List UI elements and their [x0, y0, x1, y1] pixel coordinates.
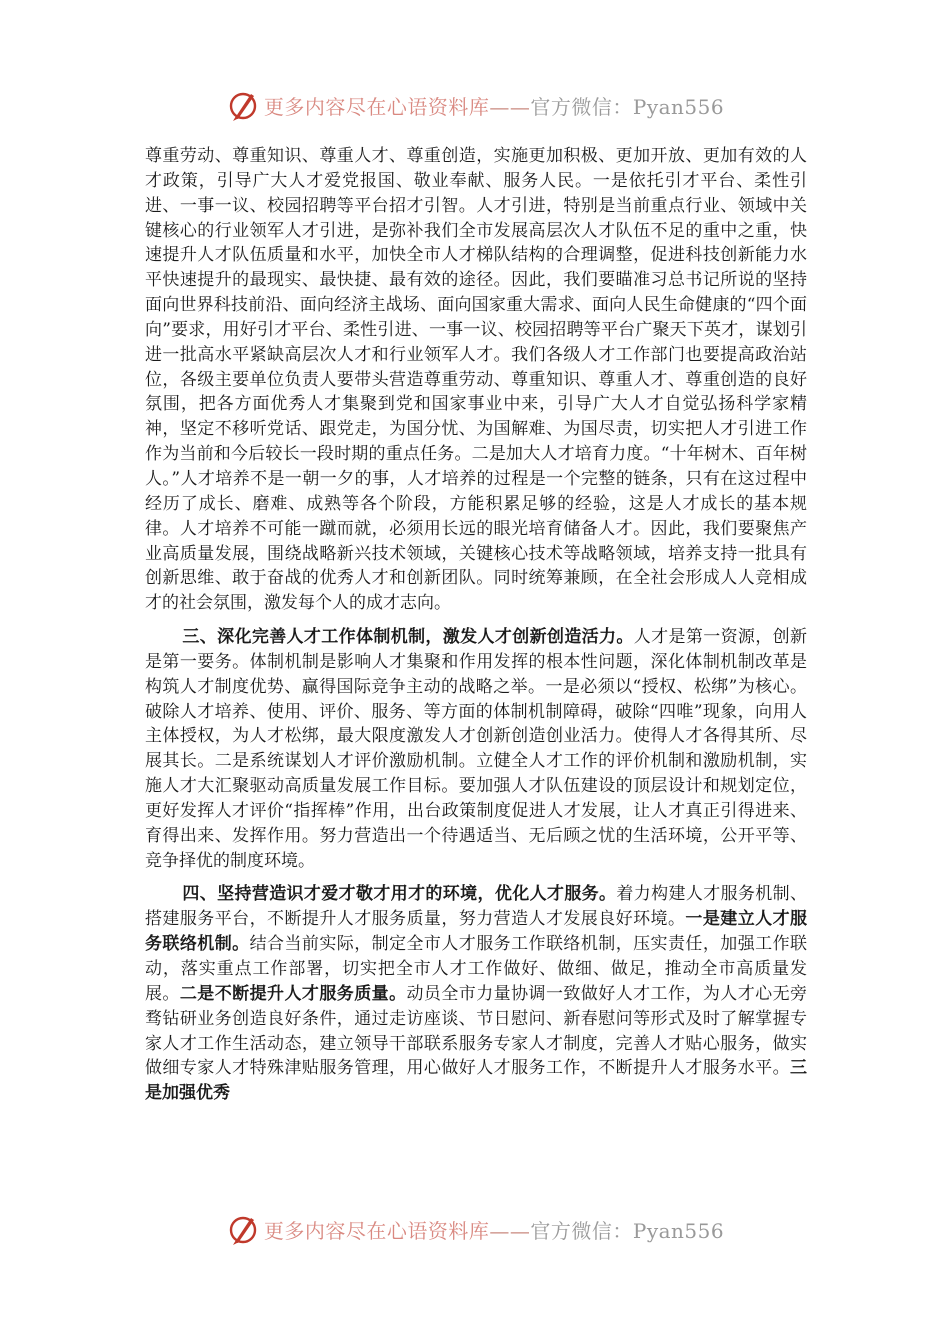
section-four-body-1: 着力构建人才服务机制、搭建服务平台，不断提升人才服务质量，努力营造人才发展良好环境。 [145, 884, 808, 930]
watermark-text [264, 91, 724, 120]
section-four-body-2: 结合当前实际，制定全市人才服务工作联络机制，压实责任，加强工作联动，落实重点工作部署，切实把全市人才工作做好、做细、做足，推动全市高质量发展。 [145, 934, 808, 1004]
section-four-point-1: 一是建立人才服务联络机制。 [145, 909, 808, 955]
paragraph-3 [145, 882, 807, 1106]
watermark-dash: —— [489, 1218, 531, 1243]
watermark-site: 更多内容尽在心语资料库 [263, 94, 490, 119]
section-four-point-2: 二是不断提升人才服务质量。 [179, 983, 407, 1004]
section-three-body: 人才是第一资源，创新是第一要务。体制机制是影响人才集聚和作用发挥的根本性问题，深化体制机制改革是构筑人才制度优势、赢得国际竞争主动的战略之举。一是必须以“授权、松绑”为核心。破除人才培养、使用、评价、服务、等方面的体制机制障碍，破除“四唯”现象，向用人主体授权，为人才松绑，最大限度激发人才创新创造创业活力。使得人才各得其所、尽展其长。二是系统谋划人才评价激励机制。立健全人才工作的评价机制和激励机制，实施人才大汇聚驱动高质量发展工作目标。要加强人才队伍建设的顶层设计和规划定位，更好发挥人才评价“指挥棒”作用，出台政策制度促进人才发展，让人才真正引得进来、育得出来、发挥作用。努力营造出一个待遇适当、无后顾之忧的生活环境，公开平等、竞争择优的制度环境。 [145, 627, 808, 871]
pen-in-circle-icon [226, 88, 260, 122]
watermark-text [264, 1215, 724, 1244]
pen-in-circle-icon [226, 1212, 260, 1246]
watermark-wechat: 官方微信：Pyan556 [530, 1218, 725, 1243]
paragraph-1: 尊重劳动、尊重知识、尊重人才、尊重创造，实施更加积极、更加开放、更加有效的人才政策，引导广大人才爱党报国、敬业奉献、服务人民。一是依托引才平台、柔性引进、一事一议、校园招聘等平台招才引智。人才引进，特别是当前重点行业、领域中关键核心的行业领军人才引进，是弥补我们全市发展高层次人才队伍不足的重中之重，快速提升人才队伍质量和水平，加快全市人才梯队结构的合理调整，促进科技创新能力水平快速提升的最现实、最快捷、最有效的途径。因此，我们要瞄准习总书记所说的坚持面向世界科技前沿、面向经济主战场、面向国家重大需求、面向人民生命健康的“四个面向”要求，用好引才平台、柔性引进、一事一议、校园招聘等平台广聚天下英才，谋划引进一批高水平紧缺高层次人才和行业领军人才。我们各级人才工作部门也要提高政治站位，各级主要单位负责人要带头营造尊重劳动、尊重知识、尊重人才、尊重创造的良好氛围，把各方面优秀人才集聚到党和国家事业中来，引导广大人才自觉弘扬科学家精神，坚定不移听党话、跟党走，为国分忧、为国解难、为国尽责，切实把人才引进工作作为当前和今后较长一段时期的重点任务。二是加大人才培育力度。“十年树木、百年树人。”人才培养不是一朝一夕的事，人才培养的过程是一个完整的链条，只有在这过程中经历了成长、磨难、成熟等各个阶段，方能积累足够的经验，这是人才成长的基本规律。人才培养不可能一蹴而就，必须用长远的眼光培育储备人才。因此，我们要聚焦产业高质量发展，围绕战略新兴技术领域，关键核心技术等战略领域，培养支持一批具有创新思维、敢于奋战的优秀人才和创新团队。同时统筹兼顾，在全社会形成人人竞相成才的社会氛围，激发每个人的成才志向。 [145, 146, 807, 614]
document-body [145, 144, 807, 1106]
watermark-bottom [0, 1209, 950, 1249]
watermark-site: 更多内容尽在心语资料库 [263, 1218, 490, 1243]
paragraph-2 [145, 625, 807, 873]
section-four-heading: 四、坚持营造识才爱才敬才用才的环境，优化人才服务。 [182, 884, 617, 905]
section-four-point-3: 三是加强优秀 [145, 1058, 807, 1104]
watermark-dash: —— [489, 94, 531, 119]
section-four-body-3: 动员全市力量协调一致做好人才工作，为人才心无旁骛钻研业务创造良好条件，通过走访座谈、节日慰问、新春慰问等形式及时了解掌握专家人才工作生活动态，建立领导干部联系服务专家人才制度，完善人才贴心服务，做实做细专家人才特殊津贴服务管理，用心做好人才服务工作，不断提升人才服务水平。 [145, 983, 808, 1079]
section-three-heading: 三、深化完善人才工作体制机制，激发人才创新创造活力。 [182, 627, 634, 648]
watermark-wechat: 官方微信：Pyan556 [530, 94, 725, 119]
watermark-top [0, 85, 950, 125]
